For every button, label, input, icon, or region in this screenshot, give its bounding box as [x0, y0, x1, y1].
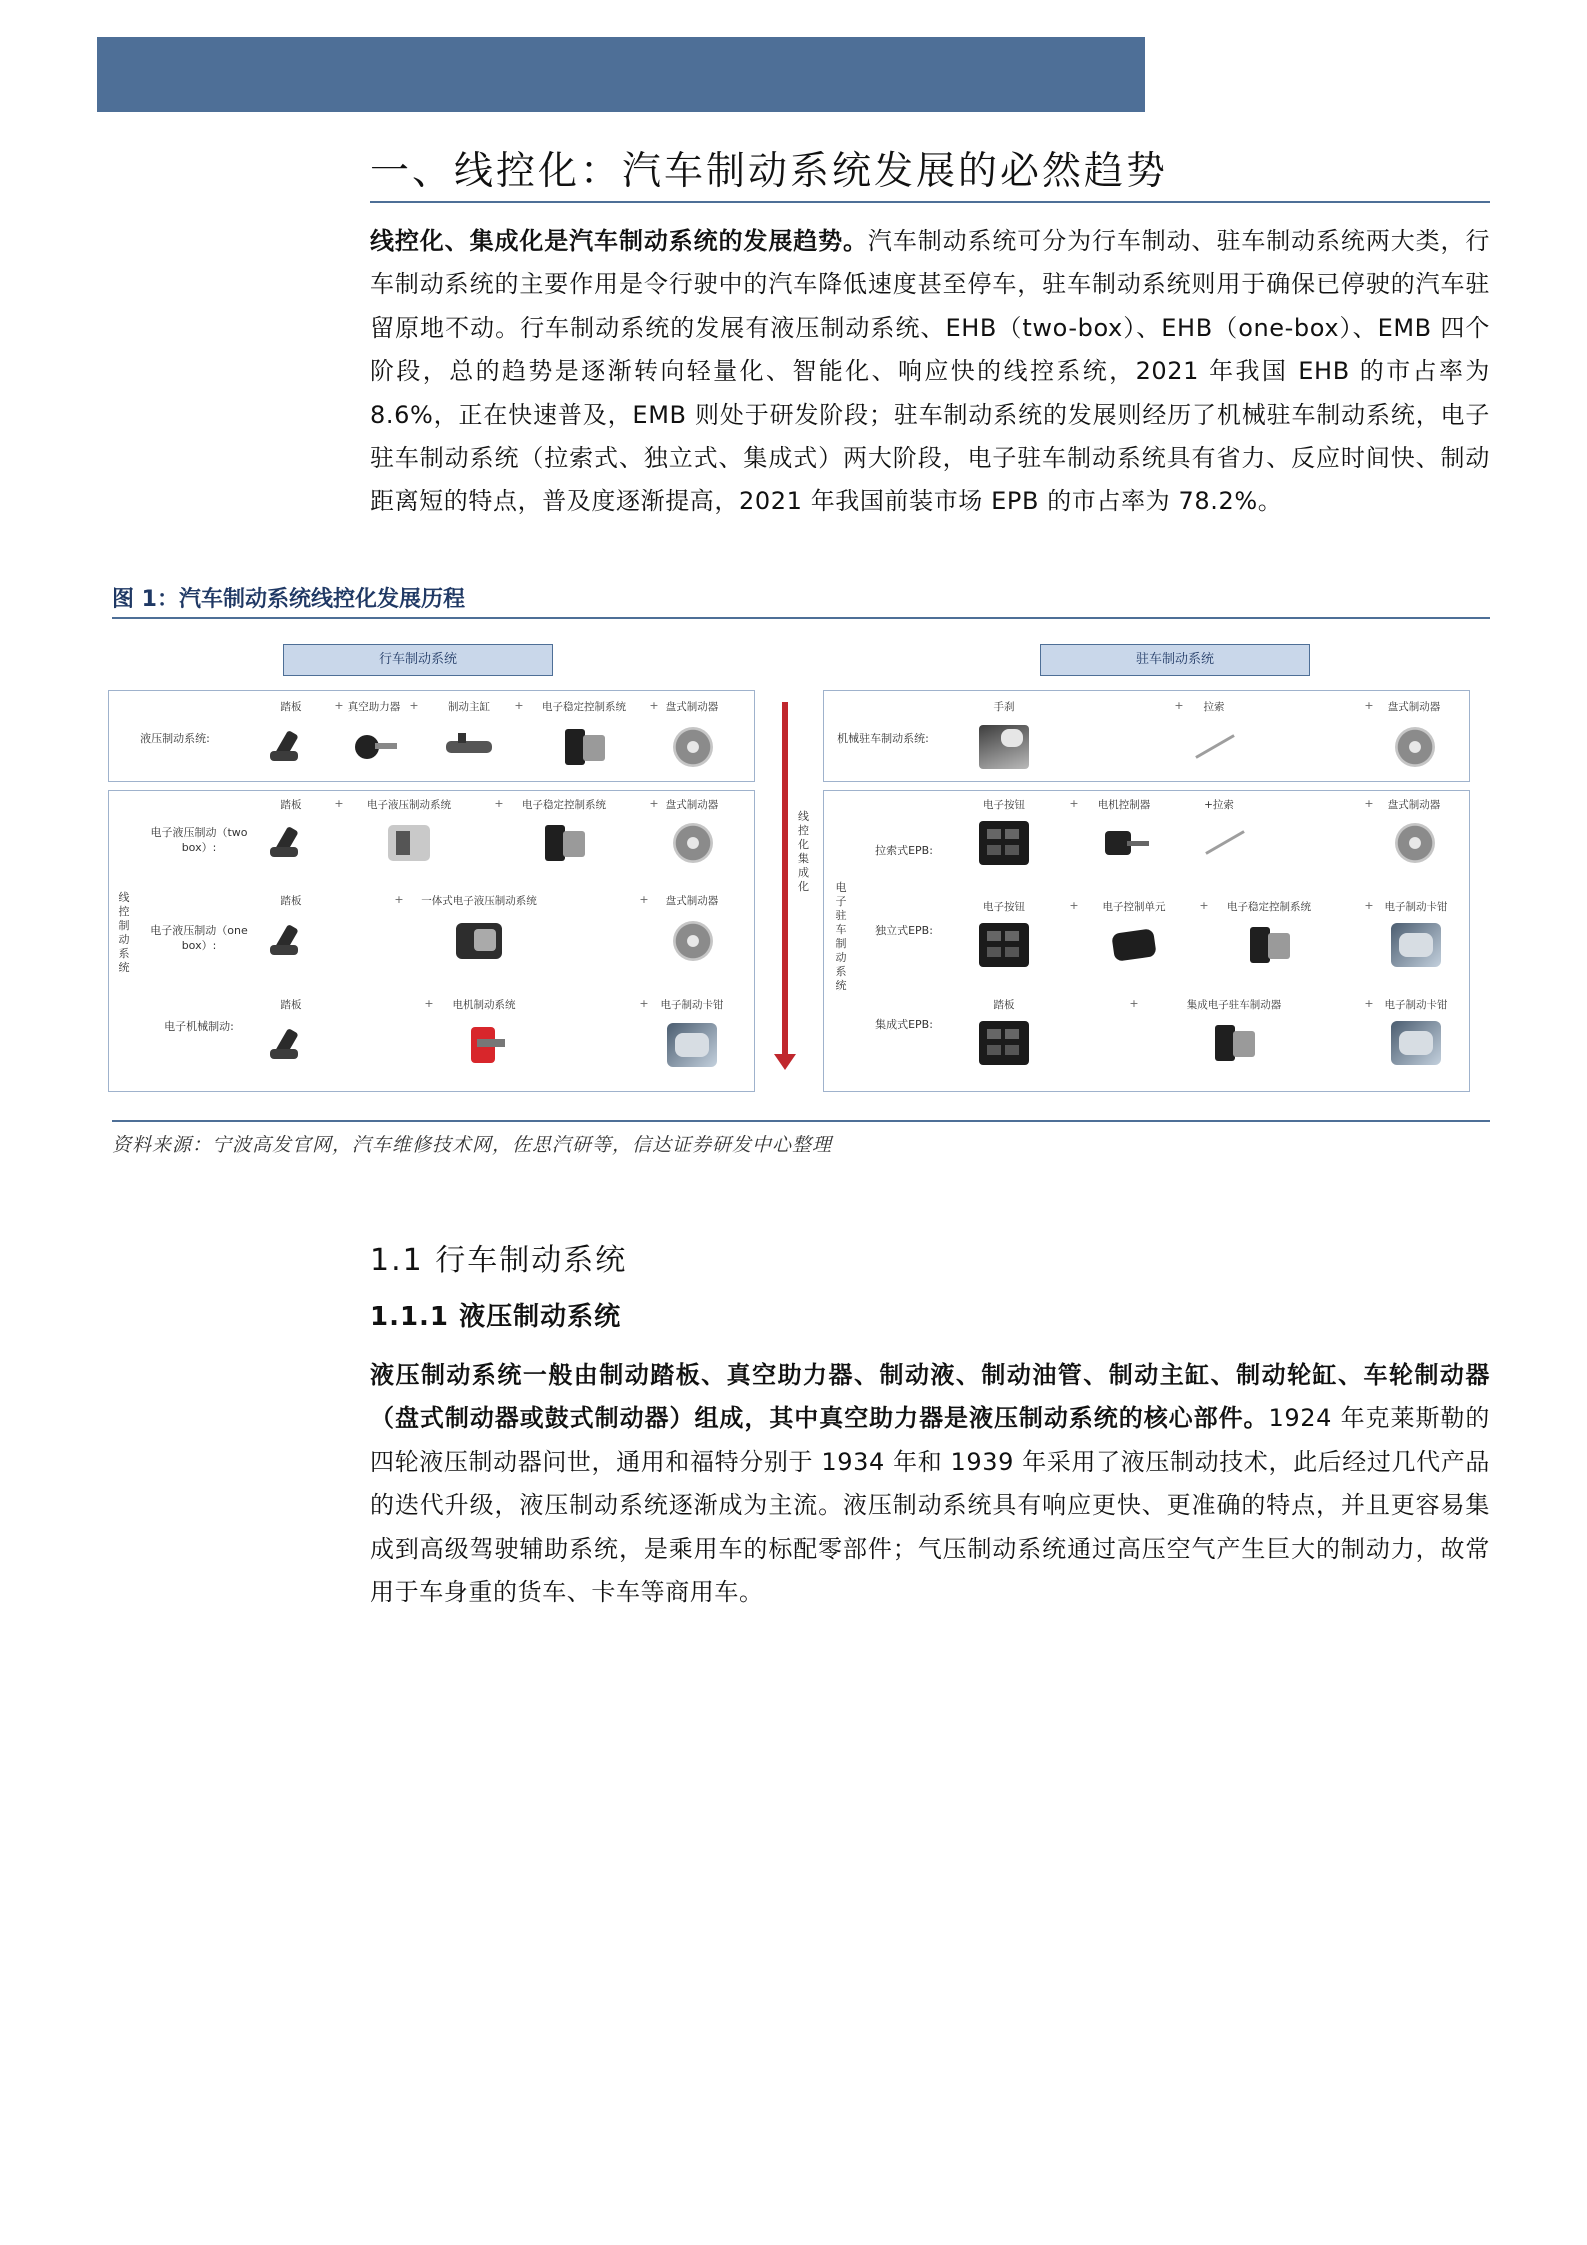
evolution-arrowhead — [774, 1054, 796, 1070]
motor-controller-image — [1099, 821, 1149, 865]
disc-brake-label: 盘式制动器 — [665, 895, 719, 907]
hydraulic-text: 1924 年克莱斯勒的四轮液压制动器问世，通用和福特分别于 1934 年和 1939 年采用了液压制动技术，此后经过几代产品的迭代升级，液压制动系统逐渐成为主流。液压制动系统具有响应更快、更准确的特点，并且更容易集成到高级驾驶辅助系统，是乘用车的标配零部件；气压制动系统通过高压空气产生巨大的制动力，故常用于车身重的货车、卡车等商用车。 — [370, 1404, 1490, 1607]
epb-panel — [823, 790, 1470, 1092]
electronic-button-image — [979, 821, 1029, 865]
mechanical-parking-panel — [823, 690, 1470, 782]
figure-title: 图 1：汽车制动系统线控化发展历程 — [112, 583, 1490, 619]
service-brake-header: 行车制动系统 — [283, 644, 553, 676]
cable-label: +拉索 — [1204, 799, 1234, 811]
electronic-caliper-image — [1391, 923, 1441, 967]
disc-brake-label: 盘式制动器 — [1387, 701, 1441, 713]
plus-sign: + — [424, 997, 434, 1010]
ehb-image — [384, 821, 434, 865]
cable-epb-label: 拉索式EPB: — [875, 844, 933, 857]
motor-brake-label: 电机制动系统 — [452, 999, 516, 1011]
plus-sign: + — [1069, 797, 1079, 810]
emb-label: 电子机械制动: — [164, 1020, 234, 1033]
integrated-ehb-image — [454, 919, 504, 963]
master-cylinder-image — [444, 725, 494, 769]
epb-vertical-label: 电子驻车制动系统 — [835, 881, 847, 992]
plus-sign: + — [494, 797, 504, 810]
motor-controller-label: 电机控制器 — [1097, 799, 1151, 811]
integrated-epb-unit-label: 集成电子驻车制动器 — [1186, 999, 1282, 1011]
plus-sign: + — [1364, 699, 1374, 712]
plus-sign: + — [1364, 899, 1374, 912]
vacuum-booster-label: 真空助力器 — [347, 701, 401, 713]
plus-sign: + — [334, 699, 344, 712]
disc-brake-image — [667, 821, 717, 865]
ecu-image — [1109, 923, 1159, 967]
integrated-ehb-label: 一体式电子液压制动系统 — [421, 895, 537, 907]
hydraulic-panel — [108, 690, 755, 782]
evolution-arrow — [782, 702, 788, 1056]
plus-sign: + — [1199, 899, 1209, 912]
intro-text: 汽车制动系统可分为行车制动、驻车制动系统两大类，行车制动系统的主要作用是令行驶中的汽车降低速度甚至停车，驻车制动系统则用于确保已停驶的汽车驻留原地不动。行车制动系统的发展有液压制动系统、EHB（two-box）、EHB（one-box）、EMB 四个阶段，总的趋势是逐渐转向轻量化、智能化、响应快的线控系统，2021 年我国 EHB 的市占率为 8.6%，正在快速普及，EMB 则处于研发阶段；驻车制动系统的发展则经历了机械驻车制动系统，电子驻车制动系统（拉索式、独立式、集成式）两大阶段，电子驻车制动系统具有省力、反应时间快、制动距离短的特点，普及度逐渐提高，2021 年我国前装市场 EPB 的市占率为 78.2%。 — [370, 227, 1491, 516]
pedal-label: 踏板 — [280, 799, 302, 811]
disc-brake-image — [667, 919, 717, 963]
pedal-label: 踏板 — [280, 701, 302, 713]
pedal-image — [266, 919, 316, 963]
esc-label: 电子稳定控制系统 — [542, 701, 626, 713]
cable-label: 拉索 — [1203, 701, 1225, 713]
disc-brake-label: 盘式制动器 — [665, 701, 719, 713]
pedal-label: 踏板 — [993, 999, 1015, 1011]
electronic-caliper-label: 电子制动卡钳 — [1384, 999, 1448, 1011]
pedal-image — [266, 725, 316, 769]
esc-label: 电子稳定控制系统 — [522, 799, 606, 811]
independent-epb-label: 独立式EPB: — [875, 924, 933, 937]
plus-sign: + — [394, 893, 404, 906]
cable-image — [1189, 725, 1239, 769]
plus-sign: + — [1129, 997, 1139, 1010]
ehb-one-box-label: 电子液压制动（one box）: — [150, 924, 248, 952]
cable-image — [1199, 821, 1249, 865]
plus-sign: + — [334, 797, 344, 810]
electronic-button-image — [979, 1021, 1029, 1065]
brake-evolution-figure — [108, 640, 1488, 1100]
brake-by-wire-panel — [108, 790, 755, 1092]
electronic-caliper-image — [667, 1023, 717, 1067]
plus-sign: + — [514, 699, 524, 712]
disc-brake-image — [1389, 725, 1439, 769]
mechanical-parking-label: 机械驻车制动系统: — [837, 732, 929, 745]
disc-brake-image — [1389, 821, 1439, 865]
brake-by-wire-vertical-label: 线控制动系统 — [118, 891, 130, 974]
hydraulic-paragraph — [370, 1354, 1490, 1614]
plus-sign: + — [1069, 899, 1079, 912]
header-banner — [97, 37, 1145, 112]
esc-image — [559, 725, 609, 769]
disc-brake-label: 盘式制动器 — [1387, 799, 1441, 811]
ehb-two-box-label: 电子液压制动（two box）: — [150, 826, 248, 854]
plus-sign: + — [409, 699, 419, 712]
figure-source: 资料来源：宁波高发官网，汽车维修技术网，佐思汽研等，信达证券研发中心整理 — [112, 1120, 1490, 1157]
motor-brake-image — [459, 1023, 509, 1067]
section-heading: 一、线控化：汽车制动系统发展的必然趋势 — [370, 143, 1490, 203]
plus-sign: + — [649, 797, 659, 810]
ehb-system-label: 电子液压制动系统 — [367, 799, 451, 811]
electronic-button-label: 电子按钮 — [983, 901, 1025, 913]
hydraulic-bold-lead: 液压制动系统一般由制动踏板、真空助力器、制动液、制动油管、制动主缸、制动轮缸、车轮制动器（盘式制动器或鼓式制动器）组成，其中真空助力器是液压制动系统的核心部件。 — [370, 1361, 1490, 1433]
ecu-label: 电子控制单元 — [1102, 901, 1166, 913]
plus-sign: + — [1364, 797, 1374, 810]
electronic-caliper-label: 电子制动卡钳 — [1384, 901, 1448, 913]
arrow-label: 线控化 集成化 — [798, 810, 809, 893]
electronic-caliper-label: 电子制动卡钳 — [660, 999, 724, 1011]
esc-image — [539, 821, 589, 865]
plus-sign: + — [1364, 997, 1374, 1010]
plus-sign: + — [649, 699, 659, 712]
plus-sign: + — [639, 893, 649, 906]
pedal-label: 踏板 — [280, 999, 302, 1011]
intro-paragraph — [370, 220, 1490, 524]
plus-sign: + — [1174, 699, 1184, 712]
handbrake-label: 手刹 — [993, 701, 1015, 713]
sub-subsection-heading: 1.1.1 液压制动系统 — [370, 1302, 622, 1332]
esc-image — [1244, 923, 1294, 967]
master-cylinder-label: 制动主缸 — [448, 701, 490, 713]
pedal-image — [266, 821, 316, 865]
electronic-caliper-image — [1391, 1021, 1441, 1065]
hydraulic-label: 液压制动系统: — [140, 732, 210, 745]
disc-brake-label: 盘式制动器 — [665, 799, 719, 811]
electronic-button-label: 电子按钮 — [983, 799, 1025, 811]
integrated-epb-image — [1209, 1021, 1259, 1065]
pedal-label: 踏板 — [280, 895, 302, 907]
esc-label: 电子稳定控制系统 — [1227, 901, 1311, 913]
electronic-button-image — [979, 923, 1029, 967]
plus-sign: + — [639, 997, 649, 1010]
parking-brake-header: 驻车制动系统 — [1040, 644, 1310, 676]
handbrake-image — [979, 725, 1029, 769]
disc-brake-image — [667, 725, 717, 769]
vacuum-booster-image — [349, 725, 399, 769]
integrated-epb-label: 集成式EPB: — [875, 1018, 933, 1031]
intro-bold-lead: 线控化、集成化是汽车制动系统的发展趋势。 — [370, 227, 868, 255]
pedal-image — [266, 1023, 316, 1067]
subsection-heading: 1.1 行车制动系统 — [370, 1243, 628, 1278]
